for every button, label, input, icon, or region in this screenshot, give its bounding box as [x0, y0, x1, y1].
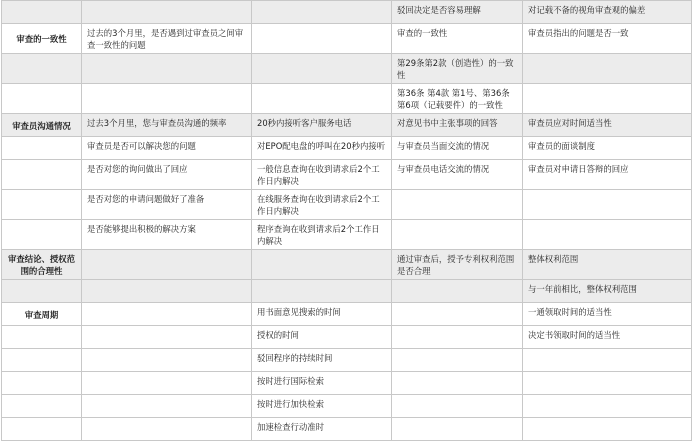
category-cell: [2, 280, 82, 303]
category-cell: [2, 349, 82, 372]
survey-item-cell: 对意见书中主张事项的回答: [392, 114, 523, 137]
survey-detail-cell: 对记载不备的视角审查观的偏差: [523, 1, 692, 24]
survey-item-cell: 驳回决定是否容易理解: [392, 1, 523, 24]
survey-item-cell: [392, 395, 523, 418]
survey-item-cell: 与审查员当面交流的情况: [392, 137, 523, 160]
table-row: [2, 372, 692, 395]
question-cell: 是否能够提出积极的解决方案: [82, 220, 252, 250]
category-cell: [2, 395, 82, 418]
survey-detail-cell: 一通领取时间的适当性: [523, 303, 692, 326]
category-cell: [2, 372, 82, 395]
service-standard-cell: [252, 280, 392, 303]
survey-detail-cell: 整体权利范围: [523, 250, 692, 280]
table-row: [2, 137, 692, 160]
table-row: [2, 303, 692, 326]
survey-detail-cell: [523, 190, 692, 220]
service-standard-cell: 授权的时间: [252, 326, 392, 349]
service-standard-cell: 程序查询在收到请求后2个工作日内解决: [252, 220, 392, 250]
category-cell: [2, 326, 82, 349]
category-cell: [2, 84, 82, 114]
category-cell: 审查结论、授权范围的合理性: [2, 250, 82, 280]
survey-item-cell: 与审查员电话交流的情况: [392, 160, 523, 190]
table-row: [2, 24, 692, 54]
question-cell: [82, 395, 252, 418]
table-row: [2, 220, 692, 250]
table-row: [2, 395, 692, 418]
service-standard-cell: 在线服务查询在收到请求后2个工作日内解决: [252, 190, 392, 220]
table-row: [2, 160, 692, 190]
service-standard-cell: 按时进行国际检索: [252, 372, 392, 395]
service-standard-cell: [252, 1, 392, 24]
survey-item-cell: 审查的一致性: [392, 24, 523, 54]
service-standard-cell: 按时进行加快检索: [252, 395, 392, 418]
category-cell: [2, 1, 82, 24]
service-standard-cell: [252, 84, 392, 114]
question-cell: [82, 54, 252, 84]
survey-detail-cell: [523, 220, 692, 250]
question-cell: [82, 250, 252, 280]
question-cell: 审查员是否可以解决您的问题: [82, 137, 252, 160]
service-standard-cell: 20秒内接听客户服务电话: [252, 114, 392, 137]
question-cell: [82, 349, 252, 372]
survey-item-cell: [392, 280, 523, 303]
survey-detail-cell: 审查员应对时间适当性: [523, 114, 692, 137]
survey-item-cell: [392, 220, 523, 250]
table-row: [2, 326, 692, 349]
table-row: [2, 54, 692, 84]
survey-detail-cell: 决定书领取时间的适当性: [523, 326, 692, 349]
survey-detail-cell: [523, 349, 692, 372]
service-standard-cell: 对EPO配电盘的呼叫在20秒内接听: [252, 137, 392, 160]
service-standard-cell: 加速检查行动准时: [252, 418, 392, 441]
survey-item-cell: [392, 349, 523, 372]
question-cell: [82, 326, 252, 349]
category-cell: [2, 220, 82, 250]
category-cell: 审查员沟通情况: [2, 114, 82, 137]
survey-detail-cell: 审查员指出的问题是否一致: [523, 24, 692, 54]
survey-detail-cell: 审查员的面谈制度: [523, 137, 692, 160]
survey-item-cell: [392, 303, 523, 326]
question-cell: [82, 372, 252, 395]
survey-item-cell: [392, 190, 523, 220]
service-standard-cell: [252, 250, 392, 280]
question-cell: 是否对您的询问做出了回应: [82, 160, 252, 190]
survey-detail-cell: 审查员对申请日答辩的回应: [523, 160, 692, 190]
table-row: [2, 349, 692, 372]
survey-item-cell: [392, 372, 523, 395]
category-cell: [2, 190, 82, 220]
service-standard-cell: 驳回程序的持续时间: [252, 349, 392, 372]
service-standard-cell: 用书面意见搜索的时间: [252, 303, 392, 326]
survey-detail-cell: 与一年前相比，整体权利范围: [523, 280, 692, 303]
category-cell: [2, 160, 82, 190]
table-row: [2, 250, 692, 280]
table-row: [2, 84, 692, 114]
question-cell: 过去3个月里，您与审查员沟通的频率: [82, 114, 252, 137]
survey-detail-cell: [523, 395, 692, 418]
survey-detail-cell: [523, 84, 692, 114]
survey-item-cell: 通过审查后，授予专利权利范围是否合理: [392, 250, 523, 280]
question-cell: [82, 280, 252, 303]
question-cell: [82, 303, 252, 326]
question-cell: 过去的3个月里，是否遇到过审查员之间审查一致性的问题: [82, 24, 252, 54]
survey-item-cell: 第29条第2款（创造性）的一致性: [392, 54, 523, 84]
table-row: [2, 190, 692, 220]
survey-detail-cell: [523, 54, 692, 84]
question-cell: [82, 1, 252, 24]
table-row: [2, 114, 692, 137]
survey-item-cell: [392, 326, 523, 349]
survey-detail-cell: [523, 372, 692, 395]
category-cell: [2, 137, 82, 160]
table-row: [2, 280, 692, 303]
service-standard-cell: 一般信息查询在收到请求后2个工作日内解决: [252, 160, 392, 190]
service-standard-cell: [252, 54, 392, 84]
service-standard-cell: [252, 24, 392, 54]
question-cell: [82, 84, 252, 114]
question-cell: 是否对您的申请问题做好了准备: [82, 190, 252, 220]
category-cell: [2, 54, 82, 84]
evaluation-table: [1, 0, 692, 441]
category-cell: 审查的一致性: [2, 24, 82, 54]
survey-item-cell: 第36条 第4款 第1号、第36条 第6项（记载要件）的一致性: [392, 84, 523, 114]
category-cell: 审查周期: [2, 303, 82, 326]
table-row: [2, 1, 692, 24]
